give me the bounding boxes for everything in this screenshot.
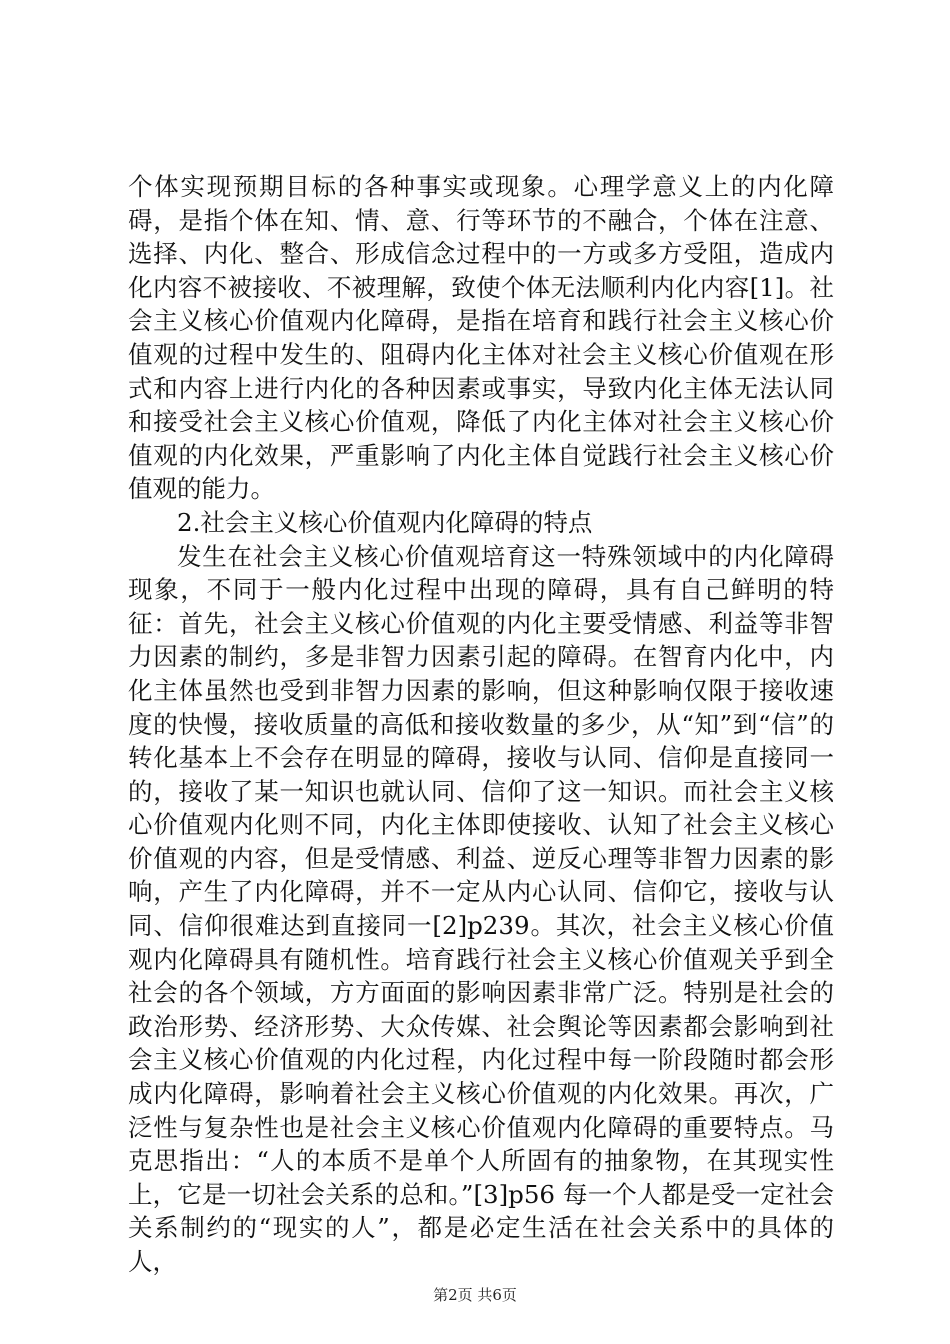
document-body	[128, 170, 834, 1279]
section-heading: 2.社会主义核心价值观内化障碍的特点	[177, 507, 593, 537]
body-paragraph: 发生在社会主义核心价值观培育这一特殊领域中的内化障碍现象，不同于一般内化过程中出现的障碍，具有自己鲜明的特征：首先，社会主义核心价值观的内化主要受情感、利益等非智力因素的制约，多是非智力因素引起的障碍。在智育内化中，内化主体虽然也受到非智力因素的影响，但这种影响仅限于接收速度的快慢，接收质量的高低和接收数量的多少，从“知”到“信”的转化基本上不会存在明显的障碍，接收与认同、信仰是直接同一的，接收了某一知识也就认同、信仰了这一知识。而社会主义核心价值观内化则不同，内化主体即使接收、认知了社会主义核心价值观的内容，但是受情感、利益、逆反心理等非智力因素的影响，产生了内化障碍，并不一定从内心认同、信仰它，接收与认同、信仰很难达到直接同一[2]p239。其次，社会主义核心价值观内化障碍具有随机性。培育践行社会主义核心价值观关乎到全社会的各个领域，方方面面的影响因素非常广泛。特别是社会的政治形势、经济形势、大众传媒、社会舆论等因素都会影响到社会主义核心价值观的内化过程，内化过程中每一阶段随时都会形成内化障碍，影响着社会主义核心价值观的内化效果。再次，广泛性与复杂性也是社会主义核心价值观内化障碍的重要特点。马克思指出：“人的本质不是单个人所固有的抽象物，在其现实性上，它是一切社会关系的总和。”[3]p56 每一个人都是受一定社会关系制约的“现实的人”，都是必定生活在社会关系中的具体的人，	[128, 541, 834, 1276]
page-footer	[0, 1284, 950, 1305]
body-paragraph: 个体实现预期目标的各种事实或现象。心理学意义上的内化障碍，是指个体在知、情、意、行等环节的不融合，个体在注意、选择、内化、整合、形成信念过程中的一方或多方受阻，造成内化内容不被接收、不被理解，致使个体无法顺利内化内容[1]。社会主义核心价值观内化障碍，是指在培育和践行社会主义核心价值观的过程中发生的、阻碍内化主体对社会主义核心价值观在形式和内容上进行内化的各种因素或事实，导致内化主体无法认同和接受社会主义核心价值观，降低了内化主体对社会主义核心价值观的内化效果，严重影响了内化主体自觉践行社会主义核心价值观的能力。	[128, 172, 834, 504]
page-number: 第2页 共6页	[433, 1286, 517, 1304]
